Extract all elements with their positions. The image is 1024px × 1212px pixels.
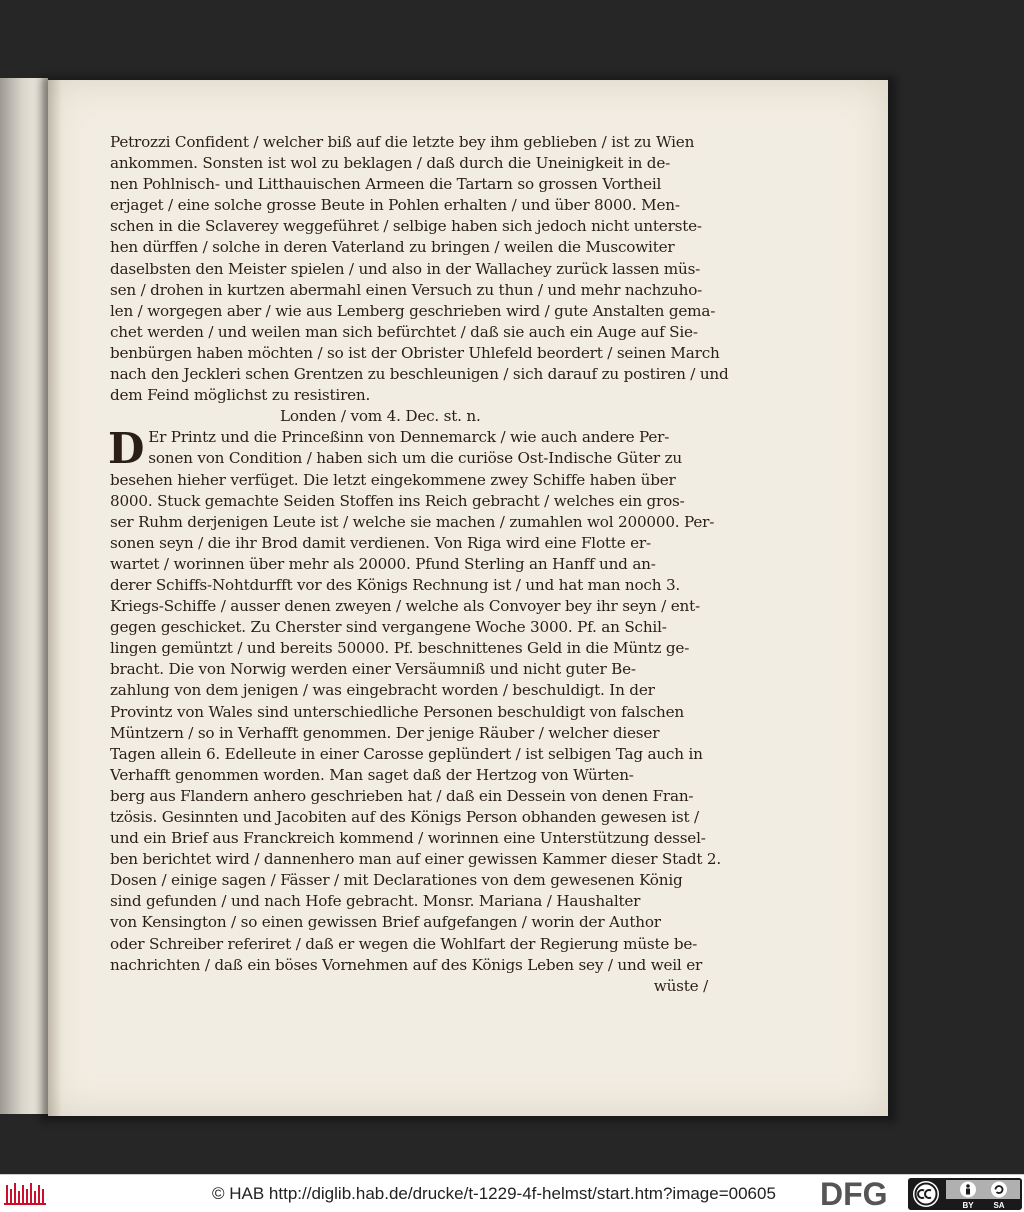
text-line: len / worgegen aber / wie aus Lemberg geschrieben wird / gute Anstalten gema- <box>110 301 716 320</box>
dfg-logo[interactable]: DFG <box>820 1176 888 1212</box>
text-line: benbürgen haben möchten / so ist der Obrister Uhlefeld beordert / seinen March <box>110 343 720 362</box>
text-line: besehen hieher verfüget. Die letzt eingekommene zwey Schiffe haben über <box>110 470 676 489</box>
text-line: zahlung von dem jenigen / was eingebracht worden / beschuldigt. In der <box>110 681 655 700</box>
license-by-label: BY <box>962 1201 974 1210</box>
text-line: Petrozzi Confident / welcher biß auf die letzte bey ihm geblieben / ist zu Wien <box>110 133 695 151</box>
text-line: ser Ruhm derjenigen Leute ist / welche sie machen / zumahlen wol 200000. Per- <box>110 512 715 531</box>
text-line: oder Schreiber referiret / daß er wegen die Wohlfart der Regierung müste be- <box>110 934 698 953</box>
text-line: ben berichtet wird / dannenhero man auf einer gewissen Kammer dieser Stadt 2. <box>110 850 722 869</box>
text-line: wartet / worinnen über mehr als 20000. Pfund Sterling an Hanff und an- <box>110 554 656 573</box>
page-gutter <box>48 80 62 1116</box>
text-line: Kriegs-Schiffe / ausser denen zweyen / welche als Convoyer bey ihr seyn / ent- <box>110 597 700 616</box>
section-heading: Londen / vom 4. Dec. st. n. <box>280 407 481 426</box>
text-line: nach den Jeckleri schen Grentzen zu beschleunigen / sich darauf zu postiren / und <box>110 365 729 384</box>
text-line: nen Pohlnisch- und Litthauischen Armeen die Tartarn so grossen Vortheil <box>110 175 662 194</box>
text-line: ankommen. Sonsten ist wol zu beklagen / daß durch die Uneinigkeit in de- <box>110 154 671 173</box>
text-line: Dosen / einige sagen / Fässer / mit Declarationes von dem gewesenen König <box>110 871 683 890</box>
catchword: wüste / <box>653 976 708 995</box>
text-line: lingen gemüntzt / und bereits 50000. Pf. beschnittenes Geld in die Müntz ge- <box>110 639 690 658</box>
text-line: sen / drohen in kurtzen abermahl einen Versuch zu thun / und mehr nachzuho- <box>110 280 703 299</box>
text-line: Tagen allein 6. Edelleute in einer Carosse geplündert / ist selbigen Tag auch in <box>110 744 703 763</box>
page-text <box>108 132 729 997</box>
license-sa-label: SA <box>993 1201 1005 1210</box>
cc-by-sa-license-icon[interactable] <box>908 1178 1022 1210</box>
text-line: Müntzern / so in Verhafft genommen. Der jenige Räuber / welcher dieser <box>110 723 660 742</box>
text-line: chet werden / und weilen man sich befürchtet / daß sie auch ein Auge auf Sie- <box>110 322 698 341</box>
text-line: und ein Brief aus Franckreich kommend / worinnen eine Unterstützung dessel- <box>110 829 706 848</box>
text-line: sonen von Condition / haben sich um die curiöse Ost-Indische Güter zu <box>148 449 682 468</box>
text-line: nachrichten / daß ein böses Vornehmen auf des Königs Leben sey / und weil er <box>110 955 703 974</box>
text-line: tzösis. Gesinnten und Jacobiten auf des Königs Person obhanden gewesen ist / <box>110 808 699 826</box>
text-line: Provintz von Wales sind unterschiedliche Personen beschuldigt von falschen <box>110 702 684 721</box>
drop-cap: D <box>108 424 145 474</box>
text-line: berg aus Flandern anhero geschrieben hat / daß ein Dessein von denen Fran- <box>110 786 694 805</box>
text-line: hen dürffen / solche in deren Vaterland zu bringen / weilen die Muscowiter <box>110 238 675 257</box>
hab-logo-icon[interactable] <box>4 1181 48 1207</box>
copyright-url-link[interactable]: © HAB http://diglib.hab.de/drucke/t-1229-4f-helmst/start.htm?image=00605 <box>212 1184 776 1203</box>
footer-bar <box>0 1174 1024 1212</box>
text-line: sind gefunden / und nach Hofe gebracht. Monsr. Mariana / Haushalter <box>110 892 641 911</box>
text-line: dem Feind möglichst zu resistiren. <box>110 386 371 405</box>
text-line: sonen seyn / die ihr Brod damit verdienen. Von Riga wird eine Flotte er- <box>110 533 651 552</box>
text-line: gegen geschicket. Zu Cherster sind vergangene Woche 3000. Pf. an Schil- <box>110 618 667 637</box>
text-line: Er Printz und die Princeßinn von Dennemarck / wie auch andere Per- <box>148 428 670 447</box>
text-line: erjaget / eine solche grosse Beute in Pohlen erhalten / und über 8000. Men- <box>110 196 680 215</box>
text-line: von Kensington / so einen gewissen Brief aufgefangen / worin der Author <box>110 913 661 932</box>
text-line: bracht. Die von Norwig werden einer Versäumniß und nicht guter Be- <box>110 660 636 679</box>
text-line: 8000. Stuck gemachte Seiden Stoffen ins Reich gebracht / welches ein gros- <box>110 491 685 510</box>
text-line: derer Schiffs-Nohtdurfft vor des Königs Rechnung ist / und hat man noch 3. <box>110 575 681 594</box>
text-line: Verhafft genommen worden. Man saget daß der Hertzog von Würten- <box>110 765 634 784</box>
text-line: schen in die Sclaverey weggeführet / selbige haben sich jedoch nicht unterste- <box>110 217 702 236</box>
text-line: daselbsten den Meister spielen / und also in der Wallachey zurück lassen müs- <box>110 259 701 278</box>
